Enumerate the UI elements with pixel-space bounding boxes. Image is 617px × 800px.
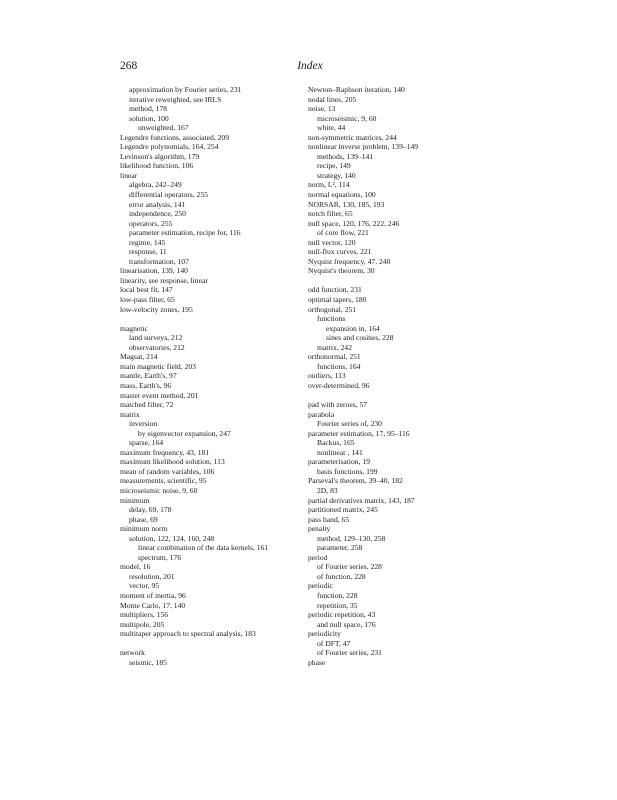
index-subentry: method, 178 xyxy=(129,104,167,114)
index-subentry: delay, 69, 178 xyxy=(129,505,172,515)
index-subentry: land surveys, 212 xyxy=(129,333,183,343)
index-entry: null-flux curves, 221 xyxy=(308,247,372,257)
index-subentry: approximation by Fourier series, 231 xyxy=(129,85,242,94)
index-entry: parameter estimation, 17, 95–116 xyxy=(308,428,410,438)
index-entry: outliers, 113 xyxy=(308,371,346,381)
index-entry: minimum norm xyxy=(120,524,168,534)
index-subentry: functions, 164 xyxy=(317,361,361,371)
index-column-right xyxy=(308,85,508,667)
index-column-left xyxy=(120,85,300,667)
index-entry: microseismic noise, 9, 60 xyxy=(120,485,198,495)
index-subentry: and null space, 176 xyxy=(317,619,376,629)
index-entry: Parseval's theorem, 39–40, 182 xyxy=(308,476,403,486)
index-entry: penalty xyxy=(308,524,331,534)
letter-group-gap xyxy=(308,276,508,286)
index-subentry: independence, 250 xyxy=(129,209,186,219)
index-entry: low-velocity zones, 195 xyxy=(120,304,193,314)
index-subentry: method, 129–130, 258 xyxy=(317,533,386,543)
index-subentry: Backus, 165 xyxy=(317,438,355,448)
page-number: 268 xyxy=(120,60,138,72)
index-subentry: sines and cosines, 228 xyxy=(326,333,394,343)
index-entry: null space, 120, 176, 222, 246 xyxy=(308,218,400,228)
index-entry: multipliers, 156 xyxy=(120,610,169,620)
index-entry: measurements, scientific, 95 xyxy=(120,476,207,486)
index-entry: over-determined, 96 xyxy=(308,380,370,390)
index-subentry: spectrum, 176 xyxy=(138,552,182,562)
index-subentry: parameter, 258 xyxy=(317,543,363,553)
index-entry: partial derivatives matrix, 143, 187 xyxy=(308,495,415,505)
index-entry: normal equations, 100 xyxy=(308,190,376,200)
index-subentry: iterative reweighted, see IRLS xyxy=(129,94,222,104)
index-subentry: linear combination of the data kernels, 161 xyxy=(138,543,269,553)
index-entry: notch filter, 65 xyxy=(308,209,353,219)
index-entry: Newton–Raphson iteration, 140 xyxy=(308,85,405,94)
letter-group-gap xyxy=(120,314,300,324)
index-entry: parabola xyxy=(308,409,335,419)
index-entry: matrix xyxy=(120,409,140,419)
index-subentry: of core flow, 221 xyxy=(317,228,369,238)
index-entry: mass, Earth's, 96 xyxy=(120,380,172,390)
index-subentry: 2D, 83 xyxy=(317,485,338,495)
index-subentry: function, 228 xyxy=(317,590,358,600)
index-entry: odd function, 231 xyxy=(308,285,362,295)
index-entry: periodic repetition, 43 xyxy=(308,610,376,620)
index-subentry: parameter estimation, recipe for, 116 xyxy=(129,228,241,238)
index-entry: nonlinear inverse problem, 139–149 xyxy=(308,142,419,152)
index-entry: orthogonal, 251 xyxy=(308,304,357,314)
letter-group-gap xyxy=(120,639,300,649)
index-entry: Nyquist's theorem, 30 xyxy=(308,266,375,276)
letter-group-gap xyxy=(308,391,508,401)
index-entry: multitaper approach to spectral analysis, 183 xyxy=(120,629,256,639)
index-entry: local best fit, 147 xyxy=(120,285,173,295)
index-entry: periodic xyxy=(308,581,333,591)
index-subentry: matrix, 242 xyxy=(317,342,353,352)
index-entry: model, 16 xyxy=(120,562,151,572)
index-entry: noise, 13 xyxy=(308,104,336,114)
index-subentry: Fourier series of, 230 xyxy=(317,419,382,429)
index-entry: matched filter, 72 xyxy=(120,400,174,410)
index-entry: phase xyxy=(308,657,326,667)
index-entry: linearity, see response, linear xyxy=(120,275,208,285)
index-subentry: of Fourier series, 231 xyxy=(317,648,382,658)
index-subentry: vector, 95 xyxy=(129,581,160,591)
index-subentry: strategy, 140 xyxy=(317,170,356,180)
index-entry: linear xyxy=(120,170,138,180)
index-entry: maximum frequency, 43, 181 xyxy=(120,447,210,457)
index-subentry: response, 11 xyxy=(129,247,167,257)
index-subentry: repetition, 35 xyxy=(317,600,358,610)
index-subentry: error analysis, 141 xyxy=(129,199,186,209)
index-subentry: seismic, 185 xyxy=(129,657,167,667)
section-title: Index xyxy=(297,60,323,72)
index-subentry: of DFT, 47 xyxy=(317,638,351,648)
index-subentry: resolution, 201 xyxy=(129,571,175,581)
index-entry: orthonormal, 251 xyxy=(308,352,361,362)
index-subentry: observatories, 212 xyxy=(129,342,185,352)
index-subentry: solution, 100 xyxy=(129,113,169,123)
index-subentry: nonlinear , 141 xyxy=(317,447,363,457)
index-entry: partitioned matrix, 245 xyxy=(308,505,378,515)
index-entry: non-symmetric matrices, 244 xyxy=(308,132,397,142)
index-subentry: regime, 145 xyxy=(129,237,166,247)
index-entry: pad with zeroes, 57 xyxy=(308,400,368,410)
index-subentry: basis functions, 199 xyxy=(317,466,378,476)
index-subentry: differential operators, 255 xyxy=(129,190,208,200)
index-entry: optimal tapers, 180 xyxy=(308,295,367,305)
index-entry: network xyxy=(120,648,145,658)
index-subentry: of Fourier series, 228 xyxy=(317,562,382,572)
index-entry: Legendre functions, associated, 209 xyxy=(120,132,230,142)
index-subentry: operators, 255 xyxy=(129,218,173,228)
index-subentry: algebra, 242–249 xyxy=(129,180,182,190)
index-entry: magnetic xyxy=(120,323,148,333)
index-entry: mantle, Earth's, 97 xyxy=(120,371,177,381)
index-subentry: solution, 122, 124, 160, 248 xyxy=(129,533,215,543)
index-subentry: transformation, 107 xyxy=(129,256,189,266)
index-entry: mean of random variables, 106 xyxy=(120,466,215,476)
index-entry: Magsat, 214 xyxy=(120,352,158,362)
index-entry: null vector, 120 xyxy=(308,237,356,247)
index-entry: main magnetic field, 203 xyxy=(120,361,196,371)
index-entry: period xyxy=(308,552,328,562)
index-entry: minimum xyxy=(120,495,150,505)
index-entry: NORSAR, 130, 185, 193 xyxy=(308,199,385,209)
index-subentry: recipe, 149 xyxy=(317,161,351,171)
index-subentry: white, 44 xyxy=(317,123,346,133)
index-entry: Legendre polynomials, 164, 254 xyxy=(120,142,219,152)
index-entry: Levinson's algorithm, 179 xyxy=(120,151,200,161)
index-subentry: by eigenvector expansion, 247 xyxy=(138,428,231,438)
index-subentry: expansion in, 164 xyxy=(326,323,380,333)
index-subentry: sparse, 164 xyxy=(129,438,164,448)
index-entry: norm, L², 114 xyxy=(308,180,350,190)
index-subentry: functions xyxy=(317,314,346,324)
index-entry: Monte Carlo, 17, 140 xyxy=(120,600,186,610)
running-head xyxy=(120,60,500,76)
index-entry: maximum likelihood solution, 113 xyxy=(120,457,225,467)
index-entry: master event method, 201 xyxy=(120,390,199,400)
index-subentry: inversion xyxy=(129,419,158,429)
index-subentry: phase, 69 xyxy=(129,514,158,524)
index-subentry: methods, 139–141 xyxy=(317,151,374,161)
index-entry: Nyquist frequency, 47, 240 xyxy=(308,256,391,266)
index-entry: multipole, 205 xyxy=(120,619,165,629)
index-subentry: microseismic, 9, 60 xyxy=(317,113,377,123)
index-entry: parameterisation, 19 xyxy=(308,457,370,467)
index-entry: likelihood function, 106 xyxy=(120,161,194,171)
index-entry: low-pass filter, 65 xyxy=(120,295,175,305)
index-entry: moment of inertia, 96 xyxy=(120,590,186,600)
index-entry: pass band, 65 xyxy=(308,514,350,524)
index-entry: periodicity xyxy=(308,629,341,639)
index-entry: nodal lines, 205 xyxy=(308,94,357,104)
index-subentry: of function, 228 xyxy=(317,571,366,581)
index-subentry: unweighted, 167 xyxy=(138,123,189,133)
index-entry: linearisation, 139, 140 xyxy=(120,266,188,276)
